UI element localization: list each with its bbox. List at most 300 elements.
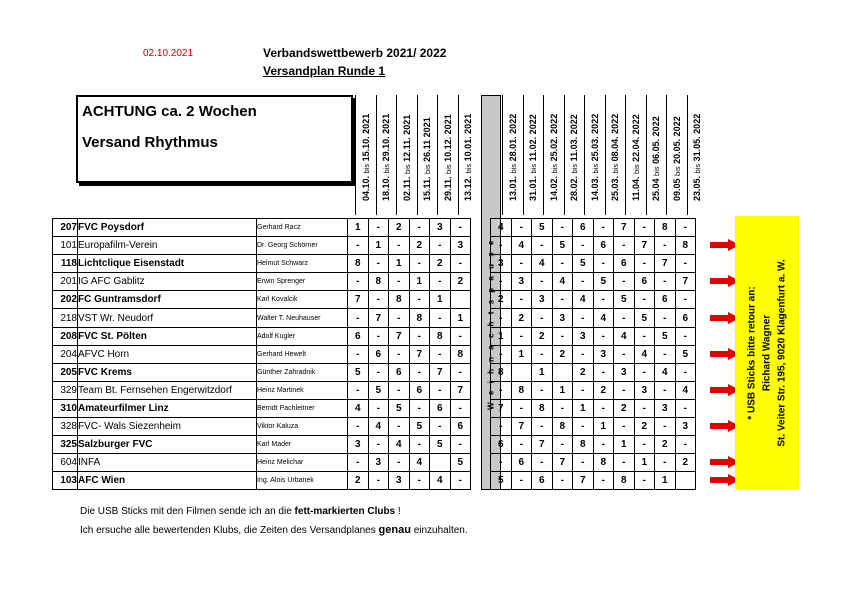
schedule-cell: 8 (348, 255, 369, 273)
club-number: 325 (53, 436, 78, 454)
schedule-cell: 7 (368, 309, 389, 327)
schedule-cell: 3 (430, 219, 451, 237)
schedule-cell: - (593, 291, 614, 309)
schedule-cell: 1 (511, 345, 532, 363)
schedule-cell: - (389, 418, 410, 436)
period-to: 26.11 2021 (422, 117, 433, 162)
period-header (523, 95, 544, 215)
schedule-cell: - (655, 345, 676, 363)
schedule-cell: 5 (491, 472, 512, 490)
table-row (53, 472, 696, 490)
period-from: 04.10. (360, 175, 371, 201)
schedule-cell: - (573, 381, 594, 399)
schedule-cell: - (491, 381, 512, 399)
period-label (402, 115, 412, 201)
schedule-cell: - (511, 291, 532, 309)
period-header (666, 95, 687, 215)
document-subtitle: Versandplan Runde 1 (263, 64, 386, 78)
schedule-cell: - (430, 345, 451, 363)
period-to: 25.02. 2022 (548, 113, 559, 162)
schedule-cell: - (532, 273, 553, 291)
schedule-cell: - (552, 327, 573, 345)
schedule-cell: 4 (573, 291, 594, 309)
document-date: 02.10.2021 (143, 48, 194, 59)
schedule-cell: 3 (348, 436, 369, 454)
schedule-cell: 5 (552, 237, 573, 255)
schedule-cell: 7 (532, 436, 553, 454)
schedule-cell (552, 363, 573, 381)
schedule-cell: 2 (532, 327, 553, 345)
schedule-cell: - (368, 327, 389, 345)
schedule-cell: 5 (348, 363, 369, 381)
schedule-cell: 2 (614, 399, 635, 417)
schedule-cell: 4 (593, 309, 614, 327)
schedule-cell: 8 (552, 418, 573, 436)
schedule-cell: 1 (430, 291, 451, 309)
period-header (543, 95, 564, 215)
schedule-cell: 3 (593, 345, 614, 363)
schedule-cell: 8 (573, 436, 594, 454)
pause-gap (471, 309, 491, 327)
schedule-cell: - (491, 309, 512, 327)
schedule-cell: - (450, 436, 471, 454)
schedule-cell: - (593, 436, 614, 454)
schedule-cell: - (348, 237, 369, 255)
schedule-cell: - (511, 436, 532, 454)
table-row (53, 454, 696, 472)
schedule-cell: - (675, 363, 696, 381)
schedule-cell: - (389, 273, 410, 291)
schedule-cell: 1 (552, 381, 573, 399)
period-bis: bis (652, 166, 662, 176)
schedule-cell: 2 (348, 472, 369, 490)
contact-person: Günther Zahradnik (257, 363, 348, 381)
schedule-cell: - (348, 381, 369, 399)
schedule-cell: - (552, 291, 573, 309)
schedule-cell: - (409, 327, 430, 345)
contact-person: Heinz Melichar (257, 454, 348, 472)
schedule-cell: - (614, 237, 635, 255)
schedule-cell: - (552, 219, 573, 237)
schedule-cell: - (655, 418, 676, 436)
schedule-cell: 1 (409, 273, 430, 291)
period-label (590, 114, 600, 201)
period-label (692, 114, 702, 201)
schedule-cell: - (409, 472, 430, 490)
schedule-cell: - (511, 327, 532, 345)
schedule-cell: 7 (450, 381, 471, 399)
schedule-cell: 7 (573, 472, 594, 490)
club-name: AFC Wien (78, 472, 257, 490)
schedule-cell: 5 (389, 399, 410, 417)
period-header (605, 95, 626, 215)
schedule-cell: - (593, 399, 614, 417)
schedule-cell: 4 (675, 381, 696, 399)
schedule-cell: - (655, 273, 676, 291)
period-bis: bis (382, 163, 392, 174)
period-from: 23.05. (692, 175, 703, 201)
schedule-cell: 7 (491, 399, 512, 417)
club-name: FVC St. Pölten (78, 327, 257, 345)
period-bis: bis (570, 163, 580, 174)
schedule-cell: - (511, 399, 532, 417)
schedule-cell: - (368, 472, 389, 490)
club-name: Amateurfilmer Linz (78, 399, 257, 417)
club-number: 207 (53, 219, 78, 237)
usb-return-note (735, 216, 799, 489)
period-bis: bis (529, 163, 539, 174)
schedule-cell: 3 (368, 454, 389, 472)
usb-note-line-3: St. Veiter Str. 195, 9020 Klagenfurt a. W. (776, 258, 788, 447)
schedule-cell: - (675, 399, 696, 417)
club-number: 208 (53, 327, 78, 345)
schedule-cell: - (368, 436, 389, 454)
contact-person: Viktor Kaluza (257, 418, 348, 436)
schedule-cell (450, 291, 471, 309)
warning-box (76, 95, 353, 183)
schedule-cell: 7 (655, 255, 676, 273)
schedule-cell: - (593, 219, 614, 237)
pause-gap (471, 381, 491, 399)
period-to: 11.02. 2022 (528, 114, 539, 162)
schedule-cell: 8 (389, 291, 410, 309)
schedule-cell: - (368, 399, 389, 417)
schedule-cell: - (409, 255, 430, 273)
table-row (53, 237, 696, 255)
schedule-cell: - (430, 381, 451, 399)
schedule-cell: 5 (368, 381, 389, 399)
schedule-cell: - (614, 273, 635, 291)
schedule-cell: 6 (491, 436, 512, 454)
usb-note-line-1: * USB Sticks bitte retour an: (746, 285, 758, 420)
club-number: 604 (53, 454, 78, 472)
table-row (53, 291, 696, 309)
schedule-cell: 3 (675, 418, 696, 436)
schedule-cell: 5 (614, 291, 635, 309)
contact-person: Helmut Schwarz (257, 255, 348, 273)
pause-gap (471, 327, 491, 345)
club-number: 103 (53, 472, 78, 490)
footer-2-text: Ich ersuche alle bewertenden Klubs, die Zeiten des Versandplanes (80, 525, 379, 536)
schedule-cell: 5 (430, 436, 451, 454)
period-header (417, 95, 438, 215)
schedule-cell: 6 (593, 237, 614, 255)
schedule-cell: 3 (552, 309, 573, 327)
schedule-cell: 1 (368, 237, 389, 255)
schedule-cell: 5 (593, 273, 614, 291)
schedule-cell: 1 (614, 436, 635, 454)
period-header (376, 95, 397, 215)
schedule-cell: 1 (389, 255, 410, 273)
pause-gap (471, 472, 491, 490)
schedule-cell: - (655, 381, 676, 399)
schedule-cell: 6 (511, 454, 532, 472)
schedule-cell: 4 (348, 399, 369, 417)
schedule-cell: 7 (675, 273, 696, 291)
warning-line-1: ACHTUNG ca. 2 Wochen (82, 103, 257, 120)
schedule-cell: 4 (491, 219, 512, 237)
schedule-cell: 2 (389, 219, 410, 237)
schedule-cell: - (450, 327, 471, 345)
schedule-cell: 5 (409, 418, 430, 436)
schedule-cell: - (675, 255, 696, 273)
period-bis: bis (611, 163, 621, 174)
schedule-cell: - (552, 472, 573, 490)
club-name: FVC Poysdorf (78, 219, 257, 237)
period-from: 15.11. (422, 176, 433, 201)
period-from: 29.11. (442, 176, 453, 201)
period-label (508, 114, 518, 201)
schedule-cell: 5 (573, 255, 594, 273)
period-label (672, 116, 682, 201)
period-bis: bis (549, 163, 559, 174)
schedule-cell: - (532, 418, 553, 436)
table-row (53, 255, 696, 273)
period-bis: bis (631, 164, 641, 174)
period-header (502, 95, 523, 215)
schedule-cell: - (655, 309, 676, 327)
period-from: 14.03. (589, 175, 600, 201)
period-to: 31.05. 2022 (692, 113, 703, 162)
period-header (355, 95, 376, 215)
club-name: VST Wr. Neudorf (78, 309, 257, 327)
schedule-cell: 6 (675, 309, 696, 327)
schedule-cell: - (532, 454, 553, 472)
schedule-cell: 4 (655, 363, 676, 381)
schedule-cell: 8 (491, 363, 512, 381)
schedule-cell: 7 (430, 363, 451, 381)
period-header (625, 95, 646, 215)
pause-gap (471, 399, 491, 417)
schedule-cell: 6 (532, 472, 553, 490)
schedule-cell: 2 (511, 309, 532, 327)
period-to: 22.04. 2022 (630, 114, 641, 162)
schedule-cell: 8 (368, 273, 389, 291)
schedule-cell: - (593, 472, 614, 490)
schedule-cell: - (348, 418, 369, 436)
period-to: 12.11. 2021 (401, 114, 412, 162)
pause-gap (471, 418, 491, 436)
table-row (53, 363, 696, 381)
schedule-cell: - (675, 219, 696, 237)
contact-person: Adolf Kugler (257, 327, 348, 345)
period-to: 10.01. 2021 (463, 113, 474, 162)
schedule-cell: - (573, 454, 594, 472)
schedule-cell: 4 (511, 237, 532, 255)
schedule-cell: 8 (409, 309, 430, 327)
period-header (564, 95, 585, 215)
schedule-cell: - (389, 381, 410, 399)
period-bis: bis (508, 163, 518, 174)
club-number: 204 (53, 345, 78, 363)
contact-person: Gerhard Racz (257, 219, 348, 237)
period-bis: bis (464, 163, 474, 174)
schedule-cell: 8 (655, 219, 676, 237)
schedule-cell: 8 (593, 454, 614, 472)
table-row (53, 345, 696, 363)
period-to: 10.12. 2021 (442, 114, 453, 162)
period-to: 08.04. 2022 (610, 113, 621, 162)
schedule-cell: 8 (614, 472, 635, 490)
schedule-cell: - (430, 273, 451, 291)
schedule-cell: - (491, 418, 512, 436)
pause-gap (471, 219, 491, 237)
period-header (396, 95, 417, 215)
period-header (687, 95, 708, 215)
schedule-cell: 7 (348, 291, 369, 309)
schedule-cell: - (552, 255, 573, 273)
schedule-cell: 8 (511, 381, 532, 399)
table-row (53, 381, 696, 399)
club-number: 328 (53, 418, 78, 436)
period-from: 28.02. (569, 175, 580, 201)
schedule-cell: 4 (532, 255, 553, 273)
period-bis: bis (693, 163, 703, 174)
footer-1-end: ! (395, 506, 401, 517)
schedule-cell: - (430, 237, 451, 255)
schedule-cell: 6 (409, 381, 430, 399)
club-number: 118 (53, 255, 78, 273)
schedule-cell: - (532, 237, 553, 255)
period-bis: bis (590, 163, 600, 174)
club-name: AFVC Horn (78, 345, 257, 363)
club-number: 329 (53, 381, 78, 399)
schedule-cell: - (491, 273, 512, 291)
contact-person: Gerhard Hewelt (257, 345, 348, 363)
footer-2-end: einzuhalten. (410, 525, 468, 536)
schedule-cell: 3 (389, 472, 410, 490)
schedule-cell: 2 (634, 418, 655, 436)
schedule-cell: 3 (450, 237, 471, 255)
period-from: 11.04. (630, 176, 641, 201)
schedule-cell: 2 (593, 381, 614, 399)
contact-person: Karl Kovalcik (257, 291, 348, 309)
period-label (361, 114, 371, 201)
schedule-cell: 4 (368, 418, 389, 436)
footer-1-text: Die USB Sticks mit den Filmen sende ich an die (80, 506, 295, 517)
club-name: FVC Krems (78, 363, 257, 381)
period-bis: bis (672, 166, 682, 176)
schedule-cell: 1 (634, 454, 655, 472)
table-row (53, 309, 696, 327)
period-from: 13.12. (463, 175, 474, 201)
schedule-cell: - (450, 472, 471, 490)
schedule-cell: - (450, 255, 471, 273)
schedule-cell: 6 (348, 327, 369, 345)
period-bis: bis (423, 164, 433, 174)
schedule-cell: - (655, 237, 676, 255)
schedule-cell: - (675, 436, 696, 454)
schedule-cell: - (634, 327, 655, 345)
schedule-cell: - (450, 399, 471, 417)
contact-person: Walter T. Neuhauser (257, 309, 348, 327)
schedule-cell: 4 (634, 345, 655, 363)
period-from: 02.11. (401, 176, 412, 201)
period-from: 25.04 (651, 178, 662, 201)
schedule-cell: 7 (511, 418, 532, 436)
schedule-cell: - (634, 363, 655, 381)
period-from: 09.05 (671, 178, 682, 201)
period-bis: bis (443, 164, 453, 174)
pause-gap (471, 291, 491, 309)
schedule-cell: 4 (430, 472, 451, 490)
schedule-cell: 1 (450, 309, 471, 327)
club-number: 101 (53, 237, 78, 255)
period-bis: bis (361, 163, 371, 174)
footer-2-emph: genau (378, 524, 411, 536)
schedule-cell: 3 (655, 399, 676, 417)
club-number: 218 (53, 309, 78, 327)
period-from: 14.02. (548, 175, 559, 201)
schedule-cell: 5 (675, 345, 696, 363)
schedule-cell: - (675, 327, 696, 345)
period-header (437, 95, 458, 215)
document-title: Verbandswettbewerb 2021/ 2022 (263, 46, 447, 60)
schedule-cell: - (450, 363, 471, 381)
period-label (569, 114, 579, 201)
schedule-cell: 2 (675, 454, 696, 472)
schedule-cell: - (532, 381, 553, 399)
schedule-cell: - (634, 219, 655, 237)
schedule-cell: 6 (655, 291, 676, 309)
schedule-cell: - (389, 454, 410, 472)
schedule-cell: 4 (389, 436, 410, 454)
schedule-cell: 6 (368, 345, 389, 363)
schedule-cell: 5 (655, 327, 676, 345)
table-row (53, 219, 696, 237)
table-row (53, 418, 696, 436)
schedule-cell: - (634, 291, 655, 309)
club-name: FVC- Wals Siezenheim (78, 418, 257, 436)
footer-line-1 (80, 506, 401, 517)
schedule-cell: 1 (491, 327, 512, 345)
schedule-cell (675, 472, 696, 490)
schedule-cell: - (511, 472, 532, 490)
schedule-cell: - (368, 219, 389, 237)
schedule-cell: 7 (634, 237, 655, 255)
schedule-cell: 5 (450, 454, 471, 472)
club-number: 202 (53, 291, 78, 309)
period-to: 06.05. 2022 (651, 116, 662, 164)
pause-gap (471, 363, 491, 381)
schedule-cell: - (450, 219, 471, 237)
schedule-cell: - (491, 345, 512, 363)
schedule-cell: 8 (675, 237, 696, 255)
schedule-cell: - (409, 291, 430, 309)
period-header (584, 95, 605, 215)
club-number: 310 (53, 399, 78, 417)
schedule-cell: - (389, 345, 410, 363)
schedule-cell: - (409, 219, 430, 237)
contact-person: Karl Mader (257, 436, 348, 454)
pause-gap (471, 436, 491, 454)
schedule-cell: 7 (409, 345, 430, 363)
schedule-cell: 1 (532, 363, 553, 381)
schedule-cell: 1 (348, 219, 369, 237)
pause-gap (471, 454, 491, 472)
schedule-cell: 2 (430, 255, 451, 273)
period-label (443, 114, 453, 201)
period-header (458, 95, 479, 215)
club-name: Europafilm-Verein (78, 237, 257, 255)
schedule-cell: - (573, 418, 594, 436)
club-number: 205 (53, 363, 78, 381)
contact-person: Ing. Alois Urbanek (257, 472, 348, 490)
footer-line-2 (80, 524, 468, 536)
period-from: 18.10. (381, 175, 392, 201)
schedule-cell: 5 (634, 309, 655, 327)
schedule-cell: - (389, 237, 410, 255)
